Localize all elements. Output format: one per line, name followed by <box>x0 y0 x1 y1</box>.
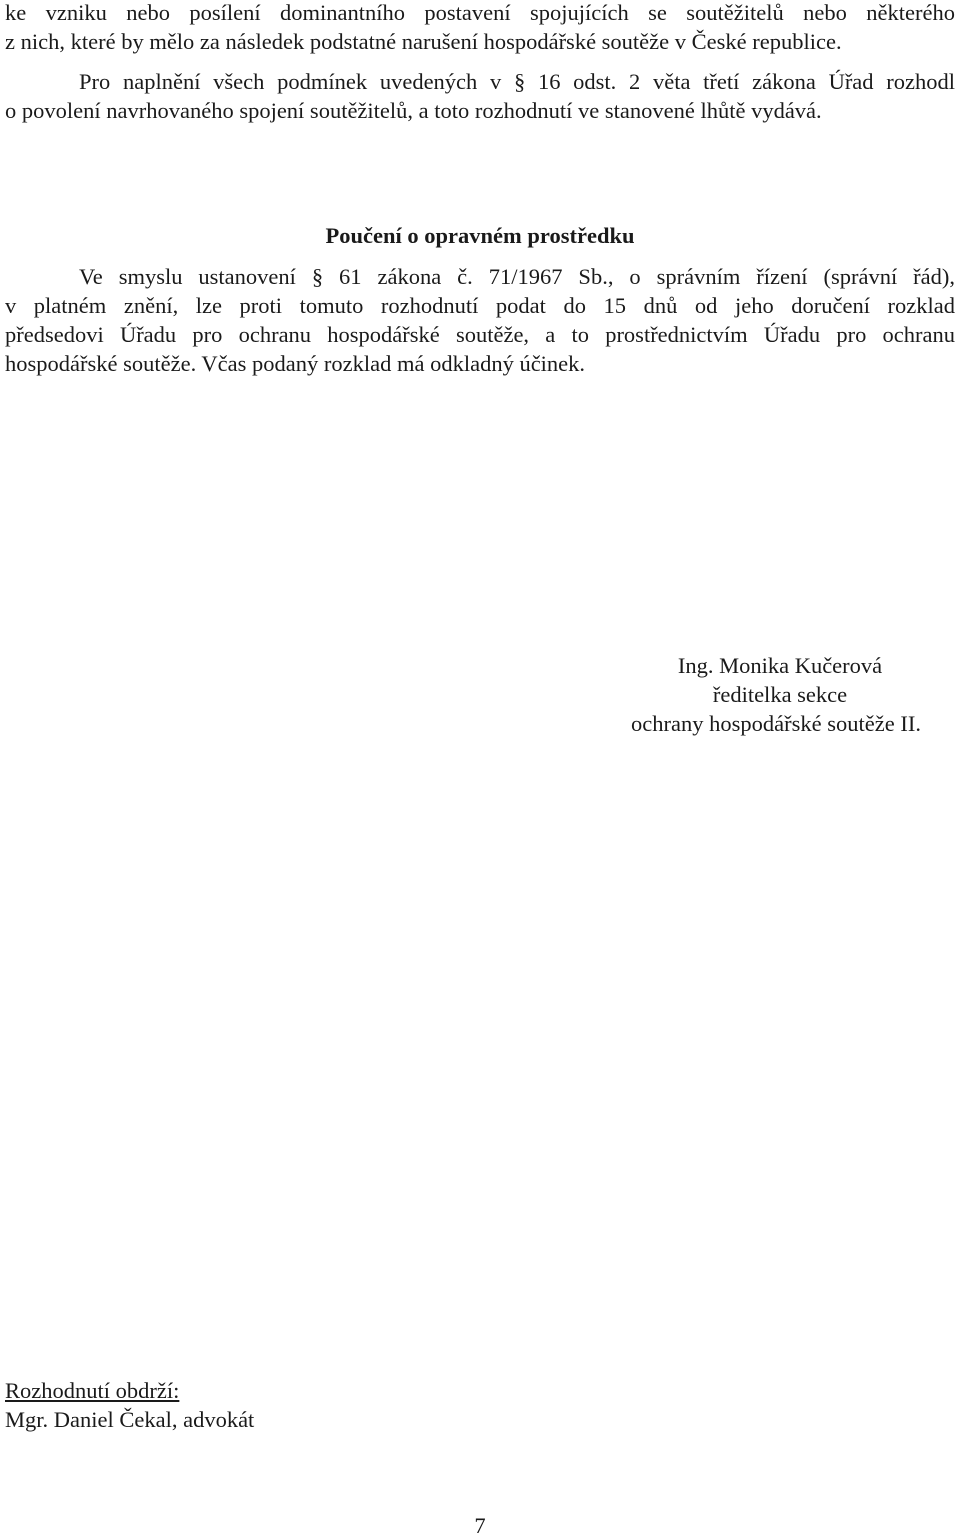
paragraph-line: z nich, které by mělo za následek podstatné narušení hospodářské soutěže v České republice. <box>5 29 842 54</box>
paragraph-line: Ve smyslu ustanovení § 61 zákona č. 71/1967 Sb., o správním řízení (správní řád), <box>79 264 955 289</box>
paragraph-line: v platném znění, lze proti tomuto rozhodnutí podat do 15 dnů od jeho doručení rozklad <box>5 293 955 318</box>
paragraph-line: Pro naplnění všech podmínek uvedených v § 16 odst. 2 věta třetí zákona Úřad rozhodl <box>79 69 955 94</box>
signatory-title: ředitelka sekce <box>712 682 848 707</box>
paragraph-line: předsedovi Úřadu pro ochranu hospodářské soutěže, a to prostřednictvím Úřadu pro ochranu <box>5 322 955 347</box>
section-heading: Poučení o opravném prostředku <box>325 223 635 248</box>
paragraph-line: ke vzniku nebo posílení dominantního postavení spojujících se soutěžitelů nebo některého <box>5 0 955 25</box>
page-number: 7 <box>474 1513 486 1538</box>
signatory-name: Ing. Monika Kučerová <box>677 653 883 678</box>
signatory-department: ochrany hospodářské soutěže II. <box>631 711 921 736</box>
recipients-label: Rozhodnutí obdrží: <box>5 1378 180 1403</box>
paragraph-line: o povolení navrhovaného spojení soutěžitelů, a toto rozhodnutí ve stanovené lhůtě vydává. <box>5 98 822 123</box>
recipient-item: Mgr. Daniel Čekal, advokát <box>5 1407 255 1432</box>
paragraph-line: hospodářské soutěže. Včas podaný rozklad má odkladný účinek. <box>5 351 586 376</box>
